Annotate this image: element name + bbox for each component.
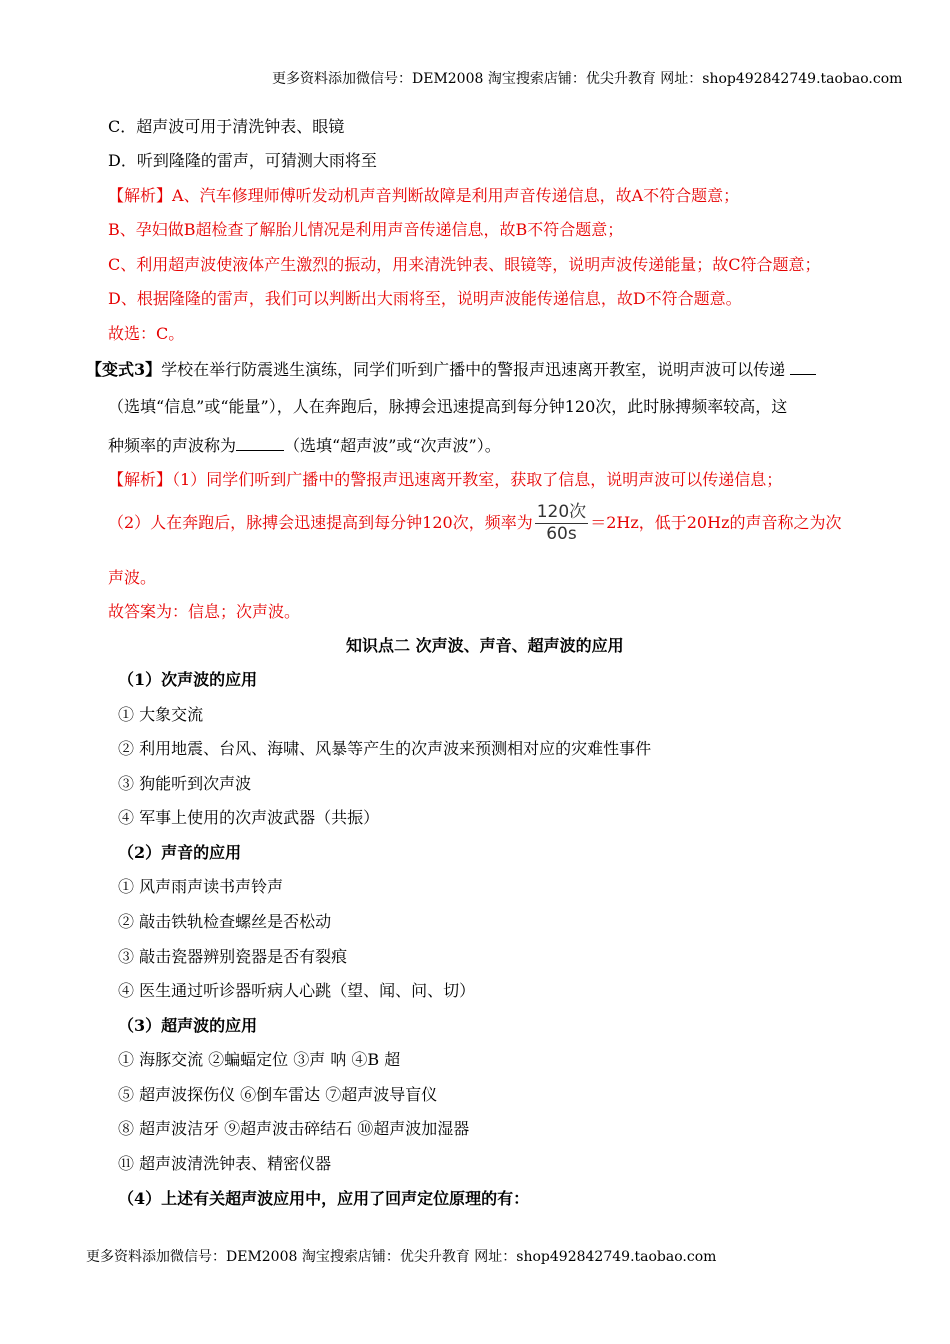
analysis1-label: 【解析】 <box>108 186 173 205</box>
analysis2-label: 【解析】 <box>108 470 173 489</box>
list-item: ③ 狗能听到次声波 <box>118 774 252 793</box>
heading-ultrasound: （3）超声波的应用 <box>118 1016 258 1035</box>
list-item: ① 大象交流 <box>118 705 204 724</box>
variant3-line1 <box>86 358 816 381</box>
analysis1-b: B、孕妇做B超检查了解胎儿情况是利用声音传递信息，故B不符合题意； <box>108 220 624 239</box>
list-item: ④ 军事上使用的次声波武器（共振） <box>118 808 380 827</box>
analysis1-line-a <box>108 185 739 207</box>
variant3-label: 【变式3】 <box>86 360 162 379</box>
list-item: ② 敲击铁轨检查螺丝是否松动 <box>118 912 332 931</box>
analysis2-p2c: 声波。 <box>108 568 157 587</box>
analysis1-a: A、汽车修理师傅听发动机声音判断故障是利用声音传递信息，故A不符合题意； <box>172 186 740 205</box>
list-item: ② 利用地震、台风、海啸、风暴等产生的次声波来预测相对应的灾难性事件 <box>118 739 652 758</box>
analysis1-choice: 故选：C。 <box>108 324 185 343</box>
option-d: D．听到隆隆的雷声，可猜测大雨将至 <box>108 151 377 170</box>
variant3-text3a: 种频率的声波称为 <box>108 436 237 455</box>
answer-blank-2 <box>236 434 284 451</box>
analysis1-d: D、根据隆隆的雷声，我们可以判断出大雨将至，说明声波能传递信息，故D不符合题意。 <box>108 289 742 308</box>
variant3-line2: （选填“信息”或“能量”），人在奔跑后，脉搏会迅速提高到每分钟120次，此时脉搏频率较高，这 <box>108 397 788 416</box>
list-item: ① 海豚交流 ②蝙蝠定位 ③声 呐 ④B 超 <box>118 1050 401 1069</box>
analysis2-p2a: （2）人在奔跑后，脉搏会迅速提高到每分钟120次，频率为 <box>108 513 533 532</box>
analysis2-p1: （1）同学们听到广播中的警报声迅速离开教室，获取了信息，说明声波可以传递信息； <box>172 470 783 489</box>
heading-echolocation: （4）上述有关超声波应用中，应用了回声定位原理的有： <box>118 1189 530 1208</box>
list-item: ⑤ 超声波探伤仪 ⑥倒车雷达 ⑦超声波导盲仪 <box>118 1085 438 1104</box>
analysis2-p2b: ＝2Hz，低于20Hz的声音称之为次 <box>590 513 842 532</box>
variant3-text1: 学校在举行防震逃生演练，同学们听到广播中的警报声迅速离开教室，说明声波可以传递 <box>161 360 786 379</box>
list-item: ④ 医生通过听诊器听病人心跳（望、闻、问、切） <box>118 981 476 1000</box>
section-title: 知识点二 次声波、声音、超声波的应用 <box>346 636 624 655</box>
heading-sound: （2）声音的应用 <box>118 843 242 862</box>
fraction-denominator: 60s <box>546 524 577 544</box>
heading-infrasound: （1）次声波的应用 <box>118 670 258 689</box>
option-c: C．超声波可用于清洗钟表、眼镜 <box>108 117 345 136</box>
analysis1-c: C、利用超声波使液体产生激烈的振动，用来清洗钟表、眼镜等，说明声波传递能量；故C符合题意； <box>108 255 821 274</box>
fraction-numerator: 120次 <box>536 502 587 522</box>
variant3-line3 <box>108 434 501 457</box>
list-item: ⑧ 超声波洁牙 ⑨超声波击碎结石 ⑩超声波加湿器 <box>118 1119 470 1138</box>
page-footer: 更多资料添加微信号：DEM2008 淘宝搜索店铺：优尖升教育 网址：shop492842749.taobao.com <box>86 1249 717 1265</box>
list-item: ③ 敲击瓷器辨别瓷器是否有裂痕 <box>118 947 348 966</box>
list-item: ⑪ 超声波清洗钟表、精密仪器 <box>118 1154 332 1173</box>
analysis2-answer: 故答案为：信息；次声波。 <box>108 602 301 621</box>
analysis2-line1 <box>108 469 782 491</box>
list-item: ① 风声雨声读书声铃声 <box>118 877 284 896</box>
page-header: 更多资料添加微信号：DEM2008 淘宝搜索店铺：优尖升教育 网址：shop492842749.taobao.com <box>272 71 903 87</box>
answer-blank-1 <box>790 358 816 375</box>
variant3-text3b: （选填“超声波”或“次声波”）。 <box>284 436 501 455</box>
frequency-fraction <box>535 503 588 544</box>
analysis2-line2 <box>108 500 842 546</box>
